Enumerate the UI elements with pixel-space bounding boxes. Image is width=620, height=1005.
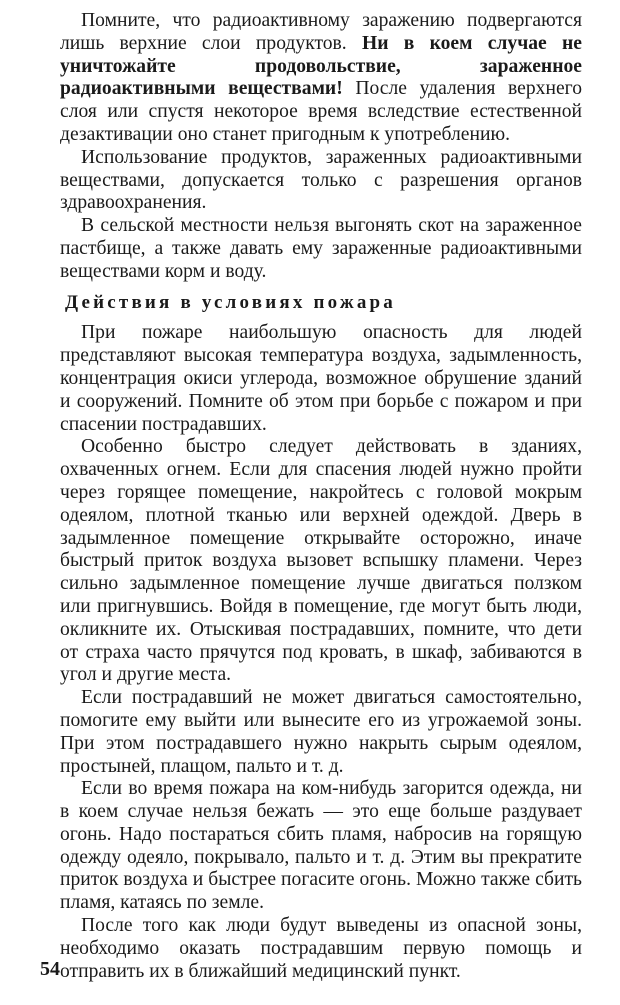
paragraph-text: После удаления верхнего слоя или спустя некоторое время вследствие естественной дезактивации оно станет пригодным к употреблению. [60, 78, 582, 145]
bold-warning: Ни в коем случае не уничтожайте продовольствие, зараженное радиоактивными веществами! [60, 32, 582, 100]
paragraph-helping-victim: Если пострадавший не может двигаться самостоятельно, помогите ему выйти или вынесите его из угрожаемой зоны. При этом пострадавшего нужно накрыть сырым одеялом, простыней, плащом, пальто и т. д. [60, 687, 582, 777]
paragraph-burning-buildings: Особенно быстро следует действовать в зданиях, охваченных огнем. Если для спасения людей нужно пройти через горящее помещение, накройтесь с головой мокрым одеялом, плотной тканью или верхней одеждой. Дверь в задымленное помещение открывайте осторожно, иначе быстрый приток воздуха вызовет вспышку пламени. Через сильно задымленное помещение лучше двигаться ползком или пригнувшись. Войдя в помещение, где могут быть люди, окликните их. Отыскивая пострадавших, помните, что дети от страха часто прячутся под кровать, в шкаф, забиваются в угол и другие места. [60, 436, 582, 686]
paragraph-livestock: В сельской местности нельзя выгонять скот на зараженное пастбище, а также давать ему зараженные радиоактивными веществами корм и воду. [60, 215, 582, 282]
page-number: 54 [40, 958, 60, 980]
page-body [60, 10, 582, 983]
paragraph-burning-clothes: Если во время пожара на ком-нибудь загорится одежда, ни в коем случае нельзя бежать — это еще больше раздувает огонь. Надо постараться сбить пламя, набросив на горящую одежду одеяло, покрывало, пальто и т. д. Этим вы прекратите приток воздуха и быстрее погасите огонь. Можно также сбить пламя, катаясь по земле. [60, 778, 582, 914]
paragraph-text: Помните, что радиоактивному заражению подвергаются лишь верхние слои продуктов. [60, 10, 582, 54]
paragraph-health-permission: Использование продуктов, зараженных радиоактивными веществами, допускается только с разрешения органов здравоохранения. [60, 146, 582, 214]
paragraph-first-aid: После того как люди будут выведены из опасной зоны, необходимо оказать пострадавшим первую помощь и отправить их в ближайший медицинский пункт. [60, 915, 582, 982]
section-heading: Действия в условиях пожара [65, 291, 396, 313]
paragraph-contamination-warning [60, 10, 582, 147]
paragraph-fire-dangers: При пожаре наибольшую опасность для людей представляют высокая температура воздуха, задымленность, концентрация окиси углерода, возможное обрушение зданий и сооружений. Помните об этом при борьбе с пожаром и при спасении пострадавших. [60, 322, 582, 435]
